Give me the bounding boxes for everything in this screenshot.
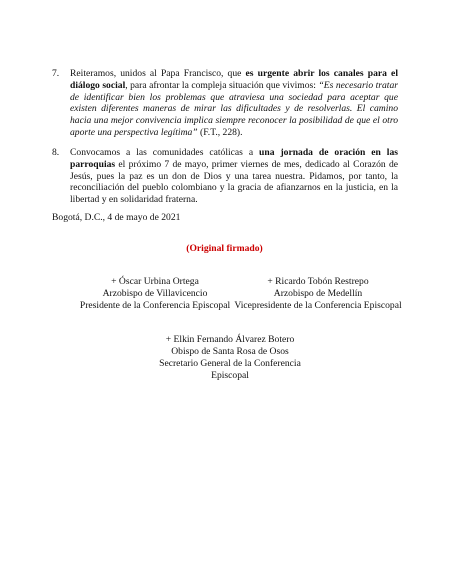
signatory-name: + Elkin Fernando Álvarez Botero: [165, 334, 295, 345]
signature-block-vicepresident: [228, 276, 408, 312]
signatory-title: Arzobispo de Villavicencio: [102, 288, 208, 299]
paragraph-body: [70, 147, 398, 206]
signatory-title: Obispo de Santa Rosa de Osos: [171, 346, 289, 357]
signatory-role: Presidente de la Conferencia Episcopal: [79, 300, 231, 311]
citation-text: (F.T., 228).: [197, 126, 243, 138]
paragraph-body: [70, 68, 398, 139]
paragraph-text: , para afrontar la compleja situación que vivimos:: [125, 79, 319, 91]
emphasis-bold-text: es urgente abrir los canales para el diálogo social: [70, 68, 398, 91]
signatory-name: + Óscar Urbina Ortega: [111, 276, 199, 287]
numbered-paragraph-8: [52, 147, 398, 206]
signature-block-secretary: [140, 334, 320, 382]
signatory-role: Vicepresidente de la Conferencia Episcopal: [234, 300, 402, 311]
emphasis-bold-text: una jornada de oración en las parroquias: [70, 147, 398, 170]
signatory-role: Secretario General de la Conferencia Episcopal: [159, 358, 301, 381]
paragraph-number: 7.: [52, 68, 60, 79]
signatory-title: Arzobispo de Medellín: [273, 288, 363, 299]
paragraph-number: 8.: [52, 147, 60, 158]
quotation-italic-text: “Es necesario tratar de identificar bien los problemas que atraviesa una sociedad para aceptar que existen diferentes maneras de mirar las dificultades y de resolverlas. El camino hacia una mejor convivencia implica siempre reconocer la posibilidad de que el otro aporte una perspectiva legítima”: [70, 79, 398, 138]
signatory-name: + Ricardo Tobón Restrepo: [267, 276, 369, 287]
paragraph-text: Convocamos a las comunidades católicas a: [70, 147, 260, 158]
paragraph-text: Reiteramos, unidos al Papa Francisco, que: [70, 68, 246, 79]
numbered-paragraph-7: [52, 68, 398, 139]
paragraph-text: el próximo 7 de mayo, primer viernes de mes, dedicado al Corazón de Jesús, pues la paz es un don de Dios y una tarea nuestra. Pidamos, por tanto, la reconciliación del pueblo colombiano y la gracia de afianzarnos en la justicia, en la libertad y en solidaridad fraterna.: [70, 158, 398, 206]
signature-block-president: [70, 276, 240, 312]
original-signed-note: (Original firmado): [186, 243, 263, 254]
document-date: Bogotá, D.C., 4 de mayo de 2021: [52, 212, 181, 223]
